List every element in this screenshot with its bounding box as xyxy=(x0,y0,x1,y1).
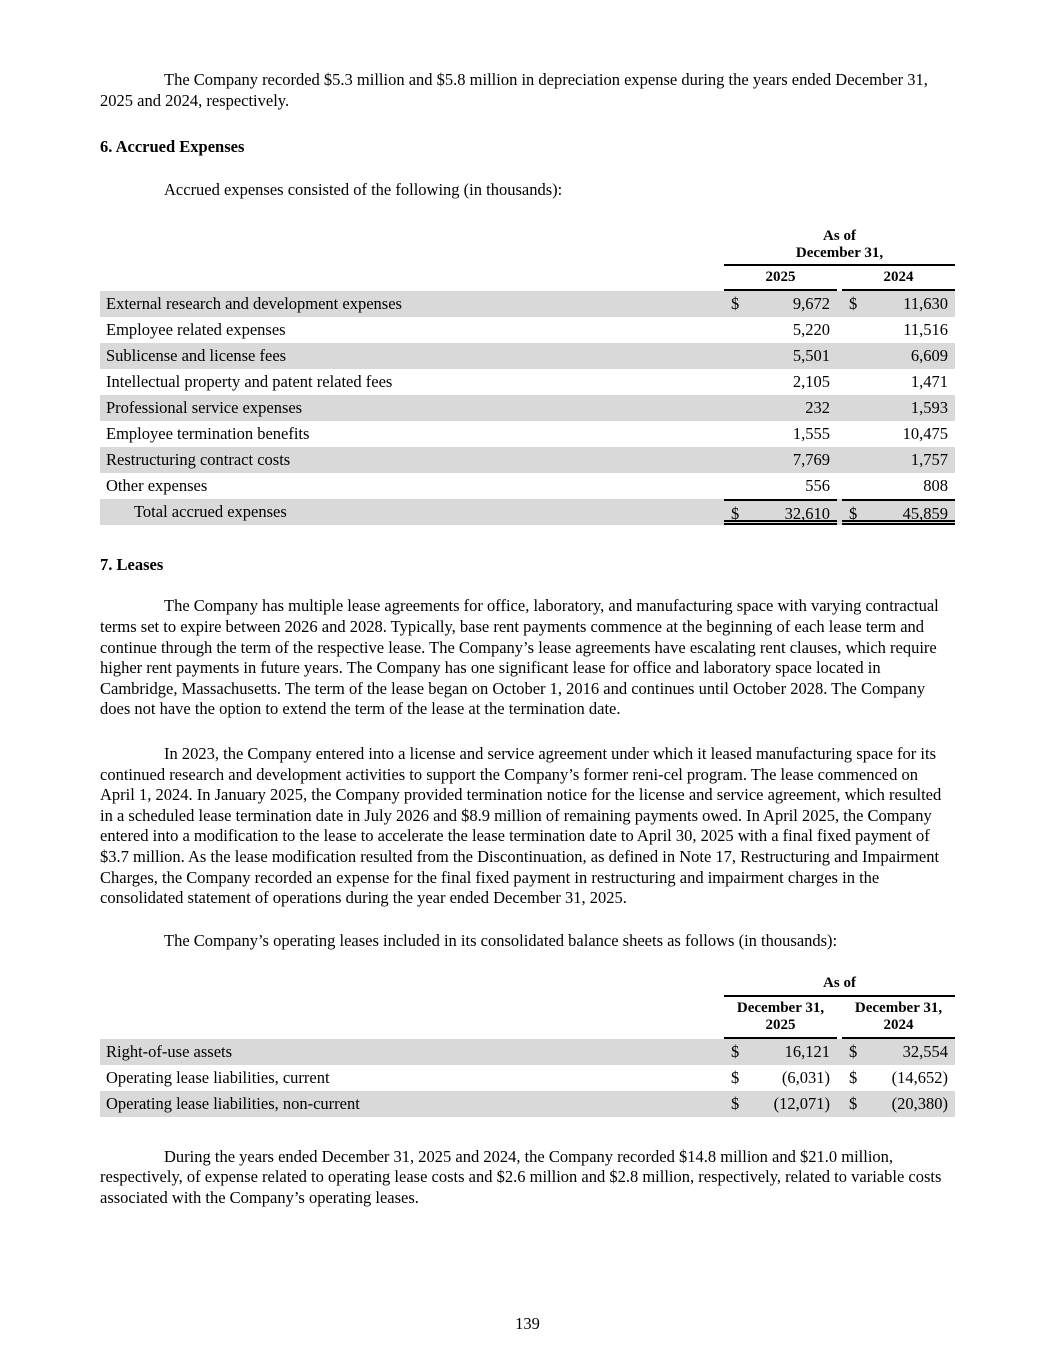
currency-symbol xyxy=(724,473,754,499)
leases-paragraph-3: The Company’s operating leases included in its consolidated balance sheets as follows (in thousands): xyxy=(164,930,838,950)
currency-symbol xyxy=(842,447,872,473)
currency-symbol: $ xyxy=(731,1067,740,1087)
table-row xyxy=(100,317,955,343)
asof-date-label: December 31, xyxy=(795,244,884,261)
table-header-years-row xyxy=(100,997,955,1039)
section-heading-accrued-expenses: 6. Accrued Expenses xyxy=(100,137,245,157)
row-label: External research and development expenses xyxy=(106,293,402,313)
value-2024: 1,471 xyxy=(910,371,948,391)
operating-leases-table xyxy=(100,975,955,1117)
column-header-2024: 2024 xyxy=(842,266,955,291)
table-row xyxy=(100,1065,955,1091)
value-2025: (12,071) xyxy=(773,1093,830,1113)
currency-symbol: $ xyxy=(731,293,740,313)
table-header-asof-row xyxy=(100,975,955,997)
table-header-years-row xyxy=(100,266,955,291)
currency-symbol xyxy=(724,343,754,369)
column-header-dec-2024 xyxy=(842,997,955,1039)
value-2025: 2,105 xyxy=(792,371,830,391)
currency-symbol xyxy=(842,421,872,447)
table-row xyxy=(100,421,955,447)
depreciation-paragraph: The Company recorded $5.3 million and $5.8 million in depreciation expense during the years ended December 31, 2025 and 2024, respectively. xyxy=(100,70,928,110)
currency-symbol: $ xyxy=(849,1067,858,1087)
currency-symbol: $ xyxy=(849,293,858,313)
row-label: Professional service expenses xyxy=(106,397,303,417)
table-row xyxy=(100,291,955,317)
leases-paragraph-2: In 2023, the Company entered into a license and service agreement under which it leased manufacturing space for its continued research and development activities to support the Company’s former reni-cel program. The lease commenced on April 1, 2024. In January 2025, the Company provided termination notice for the license and service agreement, which resulted in a scheduled lease termination date in July 2026 and $8.9 million of remaining payments owed. In April 2025, the Company entered into a modification to the lease to accelerate the lease termination date to April 30, 2025 with a final fixed payment of $3.7 million. As the lease modification resulted from the Discontinuation, as defined in Note 17, Restructuring and Impairment Charges, the Company recorded an expense for the final fixed payment in restructuring and impairment charges in the consolidated statement of operations during the year ended December 31, 2025. xyxy=(100,744,942,908)
currency-symbol xyxy=(724,317,754,343)
value-2024: 32,554 xyxy=(902,1041,948,1061)
currency-symbol: $ xyxy=(849,1093,858,1113)
value-2025: 556 xyxy=(805,475,830,495)
table-row xyxy=(100,343,955,369)
table-total-row xyxy=(100,499,955,525)
row-label: Operating lease liabilities, current xyxy=(106,1067,330,1087)
row-label: Restructuring contract costs xyxy=(106,449,291,469)
currency-symbol: $ xyxy=(731,1041,740,1061)
column-header-year: 2025 xyxy=(765,1017,796,1034)
column-header-date: December 31, xyxy=(854,999,943,1016)
currency-symbol: $ xyxy=(849,1041,858,1061)
accrued-expenses-intro: Accrued expenses consisted of the following (in thousands): xyxy=(164,179,563,199)
value-2024: (14,652) xyxy=(891,1067,948,1087)
row-label: Right-of-use assets xyxy=(106,1041,233,1061)
value-2025: 16,121 xyxy=(784,1041,830,1061)
table-row xyxy=(100,1039,955,1065)
currency-symbol xyxy=(842,395,872,421)
row-label: Employee termination benefits xyxy=(106,423,310,443)
column-header-2025: 2025 xyxy=(724,266,837,291)
row-label: Employee related expenses xyxy=(106,319,286,339)
value-2024: 11,630 xyxy=(903,293,948,313)
value-2024: 1,757 xyxy=(910,449,948,469)
currency-symbol xyxy=(842,473,872,499)
row-label: Other expenses xyxy=(106,475,208,495)
currency-symbol: $ xyxy=(731,1093,740,1113)
value-2025: 1,555 xyxy=(792,423,830,443)
value-2024: 808 xyxy=(923,475,948,495)
value-2025: 232 xyxy=(805,397,830,417)
currency-symbol xyxy=(724,421,754,447)
leases-paragraph-1: The Company has multiple lease agreements for office, laboratory, and manufacturing space with varying contractual terms set to expire between 2026 and 2028. Typically, base rent payments commence at the beginning of each lease term and continue through the term of the respective lease. The Company’s lease agreements have escalating rent clauses, which require higher rent payments in future years. The Company has one significant lease for office and laboratory space located in Cambridge, Massachusetts. The term of the lease began on October 1, 2016 and continues until October 2028. The Company does not have the option to extend the term of the lease at the termination date. xyxy=(100,596,939,719)
value-2025: 9,672 xyxy=(792,293,830,313)
table-row xyxy=(100,473,955,499)
row-label: Intellectual property and patent related fees xyxy=(106,371,393,391)
column-header-dec-2025 xyxy=(724,997,837,1039)
table-row xyxy=(100,395,955,421)
value-2024: 10,475 xyxy=(902,423,948,443)
column-header-date: December 31, xyxy=(736,999,825,1016)
table-row xyxy=(100,1091,955,1117)
value-2024: 11,516 xyxy=(903,319,948,339)
currency-symbol xyxy=(724,395,754,421)
value-2024: (20,380) xyxy=(891,1093,948,1113)
currency-symbol: $ xyxy=(724,499,754,525)
value-2024: 45,859 xyxy=(872,499,955,525)
currency-symbol xyxy=(842,343,872,369)
row-label: Operating lease liabilities, non-current xyxy=(106,1093,360,1113)
table-header-asof: As of xyxy=(724,975,955,997)
row-label: Total accrued expenses xyxy=(134,501,287,521)
section-heading-leases: 7. Leases xyxy=(100,554,164,574)
value-2024: 1,593 xyxy=(910,397,948,417)
page-number: 139 xyxy=(515,1314,540,1334)
value-2025: 32,610 xyxy=(754,499,837,525)
value-2025: 7,769 xyxy=(792,449,830,469)
currency-symbol xyxy=(842,317,872,343)
value-2024: 6,609 xyxy=(910,345,948,365)
table-row xyxy=(100,369,955,395)
value-2025: 5,220 xyxy=(792,319,830,339)
accrued-expenses-table xyxy=(100,228,955,525)
leases-paragraph-4: During the years ended December 31, 2025 and 2024, the Company recorded $14.8 million and $21.0 million, respectively, of expense related to operating lease costs and $2.6 million and $2.8 million, respectively, related to variable costs associated with the Company’s operating leases. xyxy=(100,1146,942,1208)
currency-symbol xyxy=(724,369,754,395)
asof-label: As of xyxy=(823,228,856,245)
value-2025: 5,501 xyxy=(792,345,830,365)
table-row xyxy=(100,447,955,473)
column-header-year: 2024 xyxy=(883,1017,914,1034)
row-label: Sublicense and license fees xyxy=(106,345,287,365)
currency-symbol xyxy=(842,369,872,395)
currency-symbol: $ xyxy=(842,499,872,525)
value-2025: (6,031) xyxy=(781,1067,830,1087)
table-header-asof-row xyxy=(100,228,955,266)
currency-symbol xyxy=(724,447,754,473)
table-header-asof xyxy=(724,228,955,266)
